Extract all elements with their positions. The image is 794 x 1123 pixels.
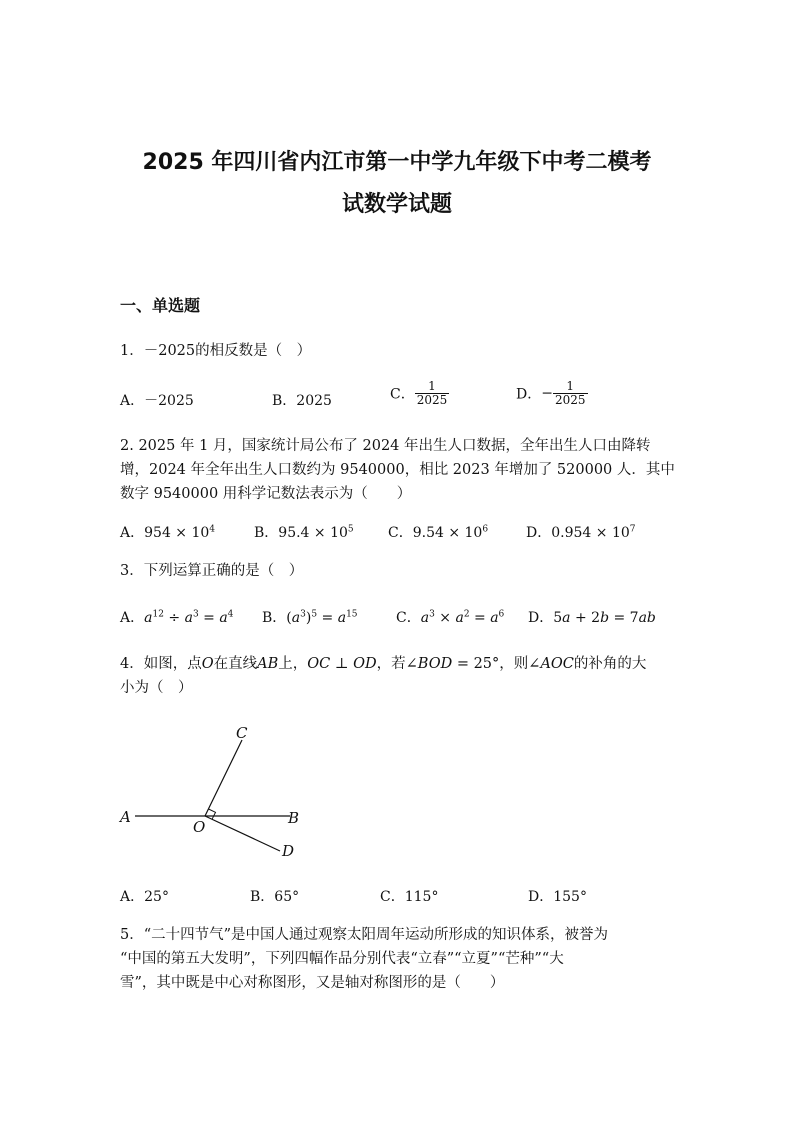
- question-1-options: [120, 379, 680, 418]
- question-5-line-1: 5．“二十四节气”是中国人通过观察太阳周年运动所形成的知识体系，被誉为: [120, 927, 609, 943]
- label-d: D: [282, 842, 295, 860]
- question-5-line-2: “中国的第五大发明”，下列四幅作品分别代表“立春”“立夏”“芒种”“大: [120, 951, 564, 967]
- option-c: C．$9.54 \times 10^6$: [388, 524, 489, 541]
- option-a: A．$954 \times 10^4$: [120, 524, 216, 541]
- option-a: A．－2025: [120, 393, 194, 409]
- question-2-line-3: 数字 9540000 用科学记数法表示为（ ）: [120, 486, 412, 502]
- option-c: C． $\frac{1}{2025}$: [390, 379, 448, 407]
- option-c: C．115°: [380, 889, 439, 905]
- option-b: B．2025: [272, 393, 332, 409]
- question-2-line-1: 2. 2025 年 1 月，国家统计局公布了 2024 年出生人口数据，全年出生人口由降转: [120, 438, 651, 454]
- geometry-diagram: [110, 718, 330, 868]
- question-4-options: [120, 886, 680, 916]
- ray-oc: [205, 740, 242, 816]
- option-d: D．$0.954 \times 10^7$: [526, 524, 636, 541]
- option-b: B．65°: [250, 889, 300, 905]
- fraction: $\frac{1}{2025}$: [416, 379, 448, 407]
- question-5: [120, 923, 680, 995]
- section-heading: 一、单选题: [120, 296, 201, 315]
- label-o: O: [193, 818, 206, 836]
- ray-od: [205, 816, 280, 851]
- question-2: [120, 434, 680, 506]
- title-line-1: 2025 年四川省内江市第一中学九年级下中考二模考: [142, 150, 652, 175]
- label-c: C: [236, 724, 248, 742]
- question-4: [120, 652, 680, 700]
- question-3: [120, 559, 680, 583]
- option-b: B．$(a^3)^5 = a^{15}$: [262, 609, 358, 626]
- option-c: C．$a^3 \times a^2 = a^6$: [396, 609, 505, 626]
- question-1-text: 1．－2025的相反数是（ ）: [120, 343, 312, 359]
- question-3-options: [120, 607, 680, 637]
- question-2-options: [120, 522, 680, 552]
- question-1: [120, 339, 680, 363]
- title-line-2: 试数学试题: [341, 192, 452, 217]
- option-a: A．25°: [120, 889, 169, 905]
- question-4-line-2: 小为（ ）: [120, 680, 193, 696]
- option-a: A．$a^{12} \div a^3 = a^4$: [120, 609, 234, 626]
- option-d: D．− $\frac{1}{2025}$: [516, 379, 586, 407]
- question-4-line-1: 4．如图，点O在直线AB上，OC ⊥ OD，若∠BOD = 25°，则∠AOC的补角的大: [120, 656, 647, 672]
- option-d: D．5a + 2b = 7ab: [528, 610, 656, 626]
- option-b: B．$95.4 \times 10^5$: [254, 524, 354, 541]
- question-3-text: 3．下列运算正确的是（ ）: [120, 563, 304, 579]
- question-2-line-2: 增，2024 年全年出生人口数约为 9540000，相比 2023 年增加了 520000 人．其中: [120, 462, 675, 478]
- fraction: $\frac{1}{2025}$: [554, 379, 586, 407]
- option-d: D．155°: [528, 889, 587, 905]
- label-b: B: [288, 809, 300, 827]
- label-a: A: [120, 808, 131, 826]
- document-title: [100, 142, 694, 226]
- question-5-line-3: 雪”，其中既是中心对称图形，又是轴对称图形的是（ ）: [120, 975, 505, 991]
